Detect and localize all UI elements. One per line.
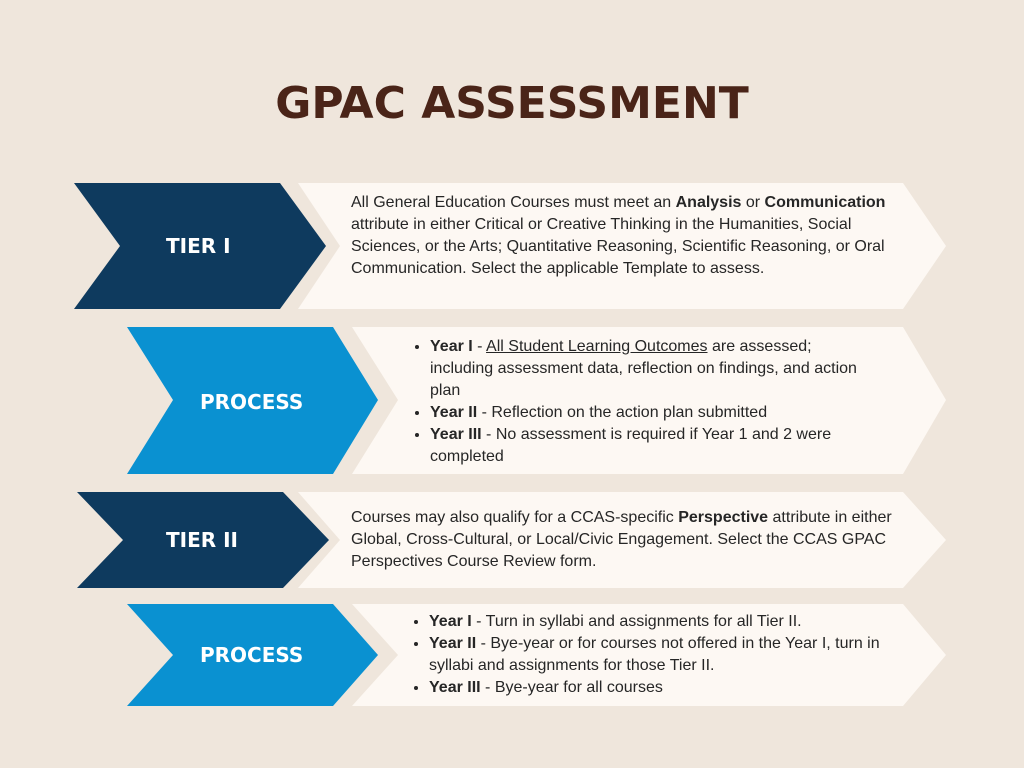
learning-outcomes-link[interactable]: All Student Learning Outcomes (486, 338, 708, 355)
perspective-keyword: Perspective (678, 509, 769, 526)
separator: - (476, 635, 491, 652)
item-text: are assessed; including assessment data, reflection on findings, and action plan (430, 338, 857, 399)
year-label: Year II (429, 635, 477, 652)
tier1-text-part: All General Education Courses must meet an (351, 194, 676, 211)
tier2-text-part: attribute in either Global, Cross-Cultural, or Local/Civic Engagement. Select the CCAS GPAC Perspectives Course Review form. (351, 509, 892, 570)
tier2-label: TIER II (166, 528, 238, 552)
tier2-description (351, 507, 899, 573)
tier1-text-part: attribute in either Critical or Creative Thinking in the Humanities, Social Sciences, or the Arts; Quantitative Reasoning, Scientific Reasoning, or Oral Communication. Select the applicable Template to assess. (351, 216, 885, 277)
year-label: Year II (430, 404, 478, 421)
separator: - (481, 426, 496, 443)
item-text: Turn in syllabi and assignments for all Tier II. (485, 613, 802, 630)
tier2-text-part: Courses may also qualify for a CCAS-specific (351, 509, 679, 526)
separator: - (472, 338, 487, 355)
tier1-text-part: or (741, 194, 765, 211)
analysis-keyword: Analysis (675, 194, 742, 211)
process2-item-year3 (429, 677, 895, 699)
item-text: No assessment is required if Year 1 and 2 were completed (430, 426, 832, 465)
process1-list (406, 336, 876, 468)
process2-list (405, 611, 895, 699)
separator: - (480, 679, 495, 696)
process1-item-year3 (430, 424, 876, 468)
communication-keyword: Communication (764, 194, 886, 211)
item-text: Bye-year or for courses not offered in the Year I, turn in syllabi and assignments for those Tier II. (429, 635, 880, 674)
process1-label: PROCESS (200, 390, 304, 414)
tier1-label: TIER I (166, 234, 231, 258)
page-title: GPAC ASSESSMENT (275, 78, 749, 129)
year-label: Year III (430, 426, 482, 443)
process2-list-container (405, 611, 895, 699)
process2-item-year2 (429, 633, 895, 677)
process1-list-container (406, 336, 876, 468)
year-label: Year I (430, 338, 473, 355)
year-label: Year III (429, 679, 481, 696)
process1-item-year2 (430, 402, 876, 424)
separator: - (477, 404, 492, 421)
process2-label: PROCESS (200, 643, 304, 667)
year-label: Year I (429, 613, 472, 630)
process1-item-year1 (430, 336, 876, 402)
item-text: Reflection on the action plan submitted (491, 404, 768, 421)
tier1-description (351, 192, 899, 280)
item-text: Bye-year for all courses (494, 679, 663, 696)
separator: - (471, 613, 486, 630)
process2-item-year1 (429, 611, 895, 633)
